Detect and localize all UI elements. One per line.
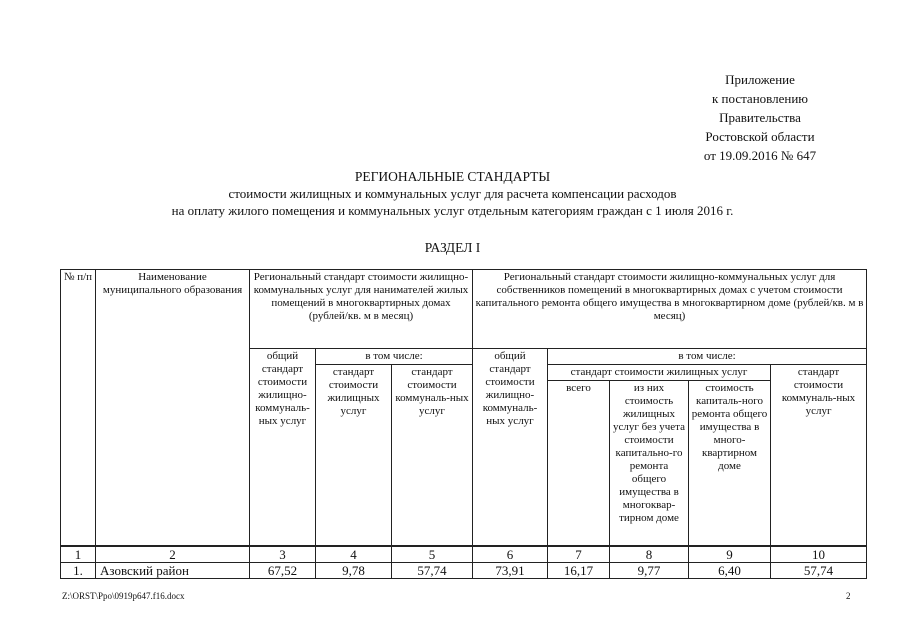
header-group-tenants: Региональный стандарт стоимости жилищно-коммунальных услуг для нанимателей жилых помещений в многоквартирных домах (рублей/кв. м в месяц) bbox=[250, 270, 473, 349]
title-sub: на оплату жилого помещения и коммунальных услуг отдельным категориям граждан с 1 июля 2016 г. bbox=[171, 203, 734, 218]
document-title bbox=[0, 168, 905, 219]
footer-page-number: 2 bbox=[846, 591, 851, 601]
header-g1-total: общий стандарт стоимости жилищно-коммуналь-ных услуг bbox=[250, 349, 316, 547]
header-g2-including: в том числе: bbox=[548, 349, 867, 365]
column-number: 3 bbox=[250, 546, 316, 563]
column-number-row bbox=[61, 546, 867, 563]
header-g1-housing: стандарт стоимости жилищных услуг bbox=[316, 365, 392, 547]
row-value: 16,17 bbox=[548, 563, 610, 579]
column-number: 7 bbox=[548, 546, 610, 563]
header-g2-utility: стандарт стоимости коммуналь-ных услуг bbox=[771, 365, 867, 547]
section-heading: РАЗДЕЛ I bbox=[424, 240, 481, 255]
column-number: 6 bbox=[473, 546, 548, 563]
header-name: Наименование муниципального образования bbox=[96, 270, 250, 547]
standards-table bbox=[60, 269, 867, 579]
column-number: 4 bbox=[316, 546, 392, 563]
header-group-owners: Региональный стандарт стоимости жилищно-коммунальных услуг для собственников помещений в многоквартирных домах с учетом стоимости капитального ремонта общего имущества в многоквартирном доме (рублей/кв. м в месяц) bbox=[473, 270, 867, 349]
annex-line: Приложение bbox=[725, 72, 795, 87]
column-number: 1 bbox=[61, 546, 96, 563]
table-row bbox=[61, 563, 867, 579]
header-g1-utility: стандарт стоимости коммуналь-ных услуг bbox=[392, 365, 473, 547]
footer-file-path: Z:\ORST\Ppo\0919p647.f16.docx bbox=[62, 591, 185, 601]
row-value: 67,52 bbox=[250, 563, 316, 579]
row-value: 9,77 bbox=[610, 563, 689, 579]
column-number: 8 bbox=[610, 546, 689, 563]
row-value: 9,78 bbox=[316, 563, 392, 579]
annex-line: к постановлению bbox=[711, 91, 809, 106]
annex-line: Правительства bbox=[719, 110, 801, 125]
row-value: 6,40 bbox=[689, 563, 771, 579]
header-g2-total: общий стандарт стоимости жилищно-коммуналь-ных услуг bbox=[473, 349, 548, 547]
header-g2-repair: стоимость капиталь-ного ремонта общего имущества в много-квартирном доме bbox=[689, 381, 771, 547]
header-g2-housing: стандарт стоимости жилищных услуг bbox=[548, 365, 771, 381]
title-sub: стоимости жилищных и коммунальных услуг для расчета компенсации расходов bbox=[228, 186, 677, 201]
annex-line: от 19.09.2016 № 647 bbox=[703, 148, 817, 163]
column-number: 10 bbox=[771, 546, 867, 563]
title-main: РЕГИОНАЛЬНЫЕ СТАНДАРТЫ bbox=[354, 169, 551, 184]
annex-block bbox=[660, 70, 860, 165]
row-value: 57,74 bbox=[771, 563, 867, 579]
header-g2-all: всего bbox=[548, 381, 610, 547]
header-num: № п/п bbox=[61, 270, 96, 547]
annex-line: Ростовской области bbox=[705, 129, 815, 144]
row-value: 73,91 bbox=[473, 563, 548, 579]
column-number: 9 bbox=[689, 546, 771, 563]
header-g1-including: в том числе: bbox=[316, 349, 473, 365]
column-number: 2 bbox=[96, 546, 250, 563]
row-value: 57,74 bbox=[392, 563, 473, 579]
column-number: 5 bbox=[392, 546, 473, 563]
row-num: 1. bbox=[61, 563, 96, 579]
header-g2-without-repair: из них стоимость жилищных услуг без учета стоимости капитально-го ремонта общего имущества в многоквар-тирном доме bbox=[610, 381, 689, 547]
row-municipality: Азовский район bbox=[96, 563, 250, 579]
